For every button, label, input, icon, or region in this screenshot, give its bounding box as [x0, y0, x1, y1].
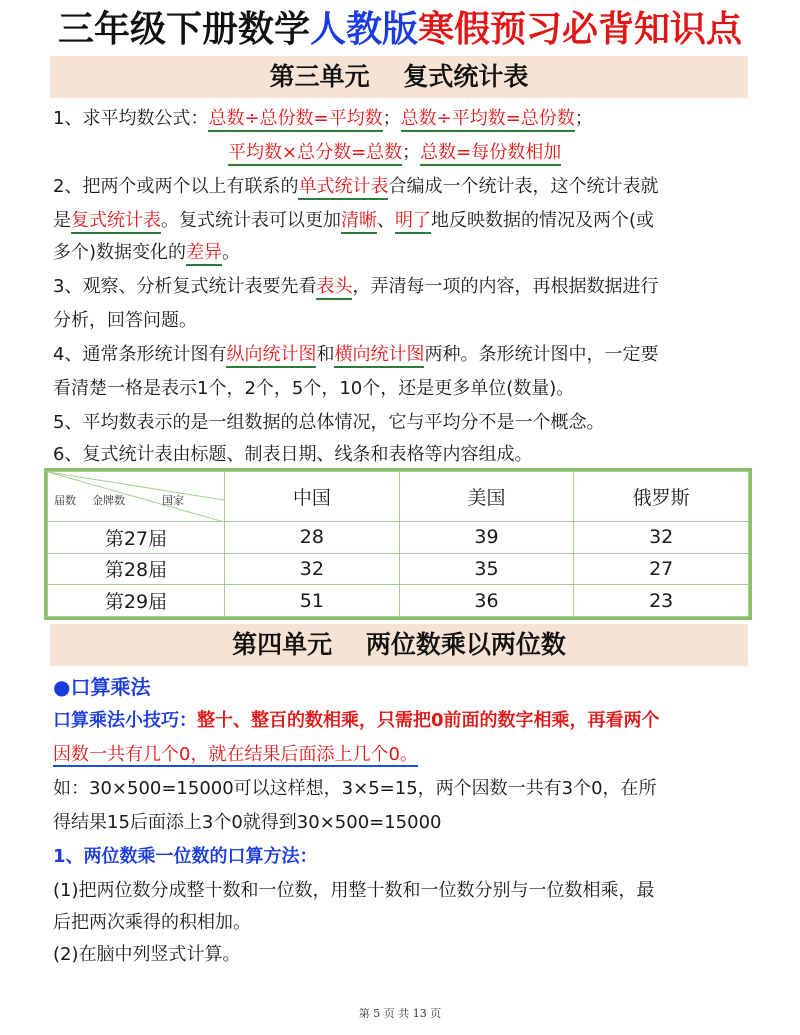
unit3-item4-line1: [53, 340, 753, 370]
keyword-compound-table: 复式统计表: [71, 210, 161, 234]
table-row: [48, 553, 749, 585]
column-header-russia: 俄罗斯: [574, 472, 749, 522]
table-cell: 28: [225, 522, 400, 554]
unit4-tip-line1: [53, 706, 753, 736]
formula-total-parts: 总数÷平均数=总份数: [401, 108, 575, 132]
unit3-item2-line2: [53, 206, 753, 236]
formula-total: 平均数×总分数=总数: [228, 142, 402, 166]
unit4-method1-line1: (1)把两位数分成整十数和一位数，用整十数和一位数分别与一位数相乘，最: [53, 880, 655, 901]
text: 、: [377, 210, 395, 231]
sep: ；: [402, 142, 421, 163]
table-cell: 35: [399, 553, 574, 585]
keyword-horizontal-chart: 横向统计图: [334, 344, 424, 368]
row-label: 第28届: [48, 553, 225, 585]
table-cell: 39: [399, 522, 574, 554]
text: 多个)数据变化的: [53, 242, 187, 263]
keyword-obvious: 明了: [395, 210, 431, 234]
table-cell: 36: [399, 585, 574, 617]
table-cell: 32: [225, 553, 400, 585]
text: 地反映数据的情况及两个(或: [431, 210, 655, 231]
table-cell: 32: [574, 522, 749, 554]
table-cell: 27: [574, 553, 749, 585]
unit3-item5: 5、平均数表示的是一组数据的总体情况，它与平均分不是一个概念。: [53, 412, 605, 433]
title-edition: 人教版: [309, 9, 418, 50]
column-header-usa: 美国: [399, 472, 574, 522]
unit3-item2-line1: [53, 172, 753, 202]
unit3-item6: 6、复式统计表由标题、制表日期、线条和表格等内容组成。: [53, 444, 533, 465]
keyword-vertical-chart: 纵向统计图: [226, 344, 316, 368]
unit4-method-title: 1、两位数乘一位数的口算方法：: [53, 846, 318, 867]
unit3-item2-line3: [53, 238, 753, 268]
keyword-single-table: 单式统计表: [298, 176, 388, 200]
text: 和: [316, 344, 335, 365]
formula-average: 总数÷总份数=平均数: [208, 108, 382, 132]
text: 2、把两个或两个以上有联系的: [53, 176, 299, 197]
unit3-item3-line1: [53, 272, 753, 302]
corner-label-session: 届数: [54, 494, 76, 507]
keyword-clear: 清晰: [341, 210, 377, 234]
unit3-header: 第三单元 复式统计表: [50, 56, 748, 98]
sep: ；: [574, 108, 593, 129]
tip-text: 因数一共有几个0，就在结果后面添上几个0。: [53, 744, 418, 765]
row-label: 第27届: [48, 522, 225, 554]
item1-prefix: 1、求平均数公式：: [53, 108, 209, 129]
text: 。复式统计表可以更加: [161, 210, 341, 231]
text: ，弄清每一项的内容，再根据数据进行: [352, 276, 659, 297]
page-title: [0, 6, 800, 54]
corner-label-country: 国家: [162, 494, 184, 507]
unit4-method2: (2)在脑中列竖式计算。: [53, 944, 241, 965]
text: 是: [53, 210, 71, 231]
compound-stat-table: [44, 468, 752, 620]
unit3-item1-line2: [228, 138, 748, 168]
title-topic: 寒假预习必背知识点: [418, 9, 743, 50]
column-header-china: 中国: [225, 472, 400, 522]
unit3-item1-line1: [53, 104, 753, 134]
text: 合编成一个统计表，这个统计表就: [388, 176, 659, 197]
medal-table: [47, 471, 749, 617]
sep: ；: [382, 108, 401, 129]
row-label: 第29届: [48, 585, 225, 617]
unit4-example-line2: 得结果15后面添上3个0就得到30×500=15000: [53, 812, 442, 833]
table-corner-cell: [48, 472, 225, 522]
formula-sum: 总数=每份数相加: [420, 142, 561, 166]
section-oral-multiplication: ●口算乘法: [53, 675, 151, 699]
text: 。: [222, 242, 241, 263]
title-grade: 三年级下册数学: [57, 9, 310, 50]
table-cell: 23: [574, 585, 749, 617]
tip-text: 整十、整百的数相乘，只需把0前面的数字相乘，再看两个: [197, 710, 660, 731]
table-row: [48, 522, 749, 554]
unit3-item4-line2: 看清楚一格是表示1个，2个，5个，10个，还是更多单位(数量)。: [53, 378, 575, 399]
unit4-method1-line2: 后把两次乘得的积相加。: [53, 912, 251, 933]
table-row: [48, 585, 749, 617]
corner-label-medals: 金牌数: [92, 494, 125, 507]
unit4-tip-line2: [53, 740, 753, 770]
table-header-row: [48, 472, 749, 522]
unit3-item3-line2: 分析，回答问题。: [53, 310, 197, 331]
unit4-example-line1: 如：30×500=15000可以这样想，3×5=15，两个因数一共有3个0，在所: [53, 778, 657, 799]
unit4-header: 第四单元 两位数乘以两位数: [50, 624, 748, 666]
text: 两种。条形统计图中，一定要: [424, 344, 659, 365]
table-cell: 51: [225, 585, 400, 617]
keyword-header: 表头: [316, 276, 352, 300]
text: 3、观察、分析复式统计表要先看: [53, 276, 317, 297]
tip-label: 口算乘法小技巧：: [53, 710, 197, 731]
text: 4、通常条形统计图有: [53, 344, 227, 365]
page-footer: 第 5 页 共 13 页: [358, 1007, 442, 1020]
keyword-difference: 差异: [186, 242, 222, 266]
